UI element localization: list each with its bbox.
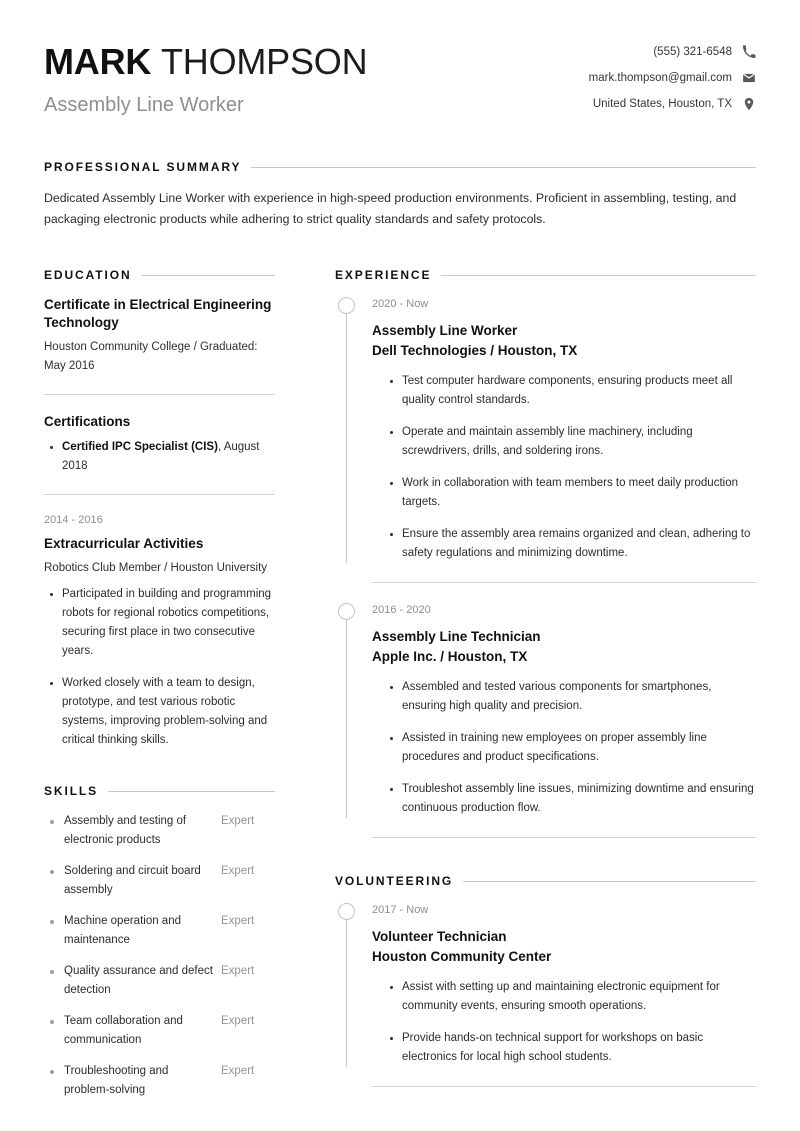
- volunteering-bullets: [372, 978, 756, 1067]
- skill-level: Expert: [221, 965, 255, 977]
- heading-rule: [463, 881, 756, 882]
- volunteering-date: 2017 - Now: [372, 904, 429, 916]
- skill-name: Troubleshooting and problem-solving: [44, 1062, 221, 1100]
- divider: [372, 582, 756, 583]
- contact-location[interactable]: [593, 96, 756, 111]
- skill-name: Machine operation and maintenance: [44, 912, 221, 950]
- list-item: Assist with setting up and maintaining electronic equipment for community events, ensuring smooth operations.: [386, 978, 756, 1016]
- extracurricular-date: 2014 - 2016: [44, 514, 103, 526]
- contact-location-text: United States, Houston, TX: [592, 97, 732, 110]
- certifications-entry: [44, 413, 275, 476]
- skill-level: Expert: [221, 915, 255, 927]
- experience-bullets: [372, 678, 756, 818]
- experience-entry: [335, 602, 756, 818]
- timeline-dot-icon: [338, 603, 355, 620]
- skill-item: [44, 962, 275, 1000]
- volunteering-entry: [335, 902, 756, 1067]
- skill-name: Team collaboration and communication: [44, 1012, 221, 1050]
- extracurricular-org: Robotics Club Member / Houston University: [44, 562, 268, 574]
- summary-section-heading: [44, 160, 756, 174]
- experience-timeline: [335, 296, 756, 838]
- summary-heading-label: PROFESSIONAL SUMMARY: [44, 160, 242, 174]
- volunteering-heading-label: VOLUNTEERING: [335, 874, 454, 888]
- timeline-line: [346, 305, 347, 563]
- contact-phone[interactable]: [653, 44, 756, 59]
- list-item: Test computer hardware components, ensuring products meet all quality control standards.: [386, 372, 756, 410]
- resume-header: [0, 0, 800, 118]
- list-item: Assembled and tested various components for smartphones, ensuring high quality and precision.: [386, 678, 756, 716]
- job-title: Assembly Line Worker: [44, 94, 244, 116]
- phone-icon: [741, 44, 756, 59]
- skill-item: [44, 812, 275, 850]
- skill-name: Assembly and testing of electronic products: [44, 812, 221, 850]
- skill-item: [44, 1012, 275, 1050]
- heading-rule: [142, 275, 275, 276]
- timeline-line: [346, 911, 347, 1067]
- skills-section: [44, 784, 275, 1100]
- experience-role: Assembly Line Worker: [372, 323, 518, 338]
- list-item: Provide hands-on technical support for workshops on basic electronics for local high school students.: [386, 1029, 756, 1067]
- list-item: Work in collaboration with team members to meet daily production targets.: [386, 474, 756, 512]
- list-item: [44, 438, 275, 476]
- heading-rule: [251, 167, 756, 168]
- timeline-line: [346, 611, 347, 818]
- degree-institution: Houston Community College / Graduated: May 2016: [44, 341, 258, 372]
- experience-org: Dell Technologies / Houston, TX: [372, 343, 578, 358]
- left-column: [44, 268, 275, 1112]
- heading-rule: [108, 791, 275, 792]
- skill-item: [44, 862, 275, 900]
- list-item: Worked closely with a team to design, prototype, and test various robotic systems, improving problem-solving and critical thinking skills.: [44, 674, 275, 750]
- education-section-heading: [44, 268, 275, 282]
- volunteering-role: Volunteer Technician: [372, 929, 507, 944]
- full-name: [44, 40, 367, 84]
- skill-level: Expert: [221, 1065, 255, 1077]
- skill-item: [44, 1062, 275, 1100]
- contact-email-text: mark.thompson@gmail.com: [588, 71, 732, 84]
- skill-name: Soldering and circuit board assembly: [44, 862, 221, 900]
- divider: [372, 1086, 756, 1087]
- experience-org: Apple Inc. / Houston, TX: [372, 649, 528, 664]
- experience-role: Assembly Line Technician: [372, 629, 541, 644]
- extracurricular-bullets: [44, 585, 275, 750]
- list-item: Participated in building and programming robots for regional robotics competitions, securing first place in two consecutive years.: [44, 585, 275, 661]
- summary-text: Dedicated Assembly Line Worker with experience in high-speed production environments. Proficient in assembling, testing, and packaging electronic products while adhering to strict quality standards and safety protocols.: [44, 191, 737, 226]
- timeline-dot-icon: [338, 903, 355, 920]
- map-pin-icon: [741, 96, 756, 111]
- education-section: [44, 268, 275, 750]
- certification-name: Certified IPC Specialist (CIS): [62, 441, 218, 453]
- skills-section-heading: [44, 784, 275, 798]
- skill-level: Expert: [221, 815, 255, 827]
- extracurricular-title: Extracurricular Activities: [44, 536, 204, 551]
- skill-level: Expert: [221, 865, 255, 877]
- skills-heading-label: SKILLS: [44, 784, 99, 798]
- contact-list: [589, 38, 756, 111]
- volunteering-section: [335, 874, 756, 1087]
- volunteering-section-heading: [335, 874, 756, 888]
- right-column: [335, 268, 756, 1106]
- experience-date: 2020 - Now: [372, 298, 429, 310]
- list-item: Assisted in training new employees on proper assembly line procedures and product specifications.: [386, 729, 756, 767]
- divider: [44, 494, 275, 495]
- envelope-icon: [741, 70, 756, 85]
- extracurricular-entry: [44, 513, 275, 750]
- certifications-title: Certifications: [44, 414, 131, 429]
- identity-block: [44, 38, 367, 118]
- skill-name: Quality assurance and defect detection: [44, 962, 221, 1000]
- heading-rule: [441, 275, 756, 276]
- list-item: Troubleshot assembly line issues, minimizing downtime and ensuring continuous production flow.: [386, 780, 756, 818]
- divider: [372, 837, 756, 838]
- last-name-text: THOMPSON: [161, 41, 368, 82]
- timeline-dot-icon: [338, 297, 355, 314]
- experience-entry: [335, 296, 756, 563]
- experience-section-heading: [335, 268, 756, 282]
- list-item: Operate and maintain assembly line machinery, including screwdrivers, drills, and soldering irons.: [386, 423, 756, 461]
- volunteering-org: Houston Community Center: [372, 949, 552, 964]
- contact-email[interactable]: [589, 70, 756, 85]
- divider: [44, 394, 275, 395]
- body-columns: [0, 230, 800, 1112]
- experience-bullets: [372, 372, 756, 563]
- education-heading-label: EDUCATION: [44, 268, 132, 282]
- skill-level: Expert: [221, 1015, 255, 1027]
- last-name: [151, 41, 161, 82]
- experience-heading-label: EXPERIENCE: [335, 268, 432, 282]
- list-item: Ensure the assembly area remains organized and clean, adhering to safety regulations and minimizing downtime.: [386, 525, 756, 563]
- degree-title: Certificate in Electrical Engineering Technology: [44, 297, 272, 330]
- first-name: MARK: [44, 41, 152, 82]
- volunteering-timeline: [335, 902, 756, 1087]
- contact-phone-text: (555) 321-6548: [653, 45, 732, 58]
- professional-summary-section: [0, 118, 800, 230]
- skill-item: [44, 912, 275, 950]
- experience-date: 2016 - 2020: [372, 604, 431, 616]
- certifications-list: [44, 438, 275, 476]
- experience-section: [335, 268, 756, 838]
- education-entry: [44, 296, 275, 376]
- certification-date: , August 2018: [62, 441, 260, 472]
